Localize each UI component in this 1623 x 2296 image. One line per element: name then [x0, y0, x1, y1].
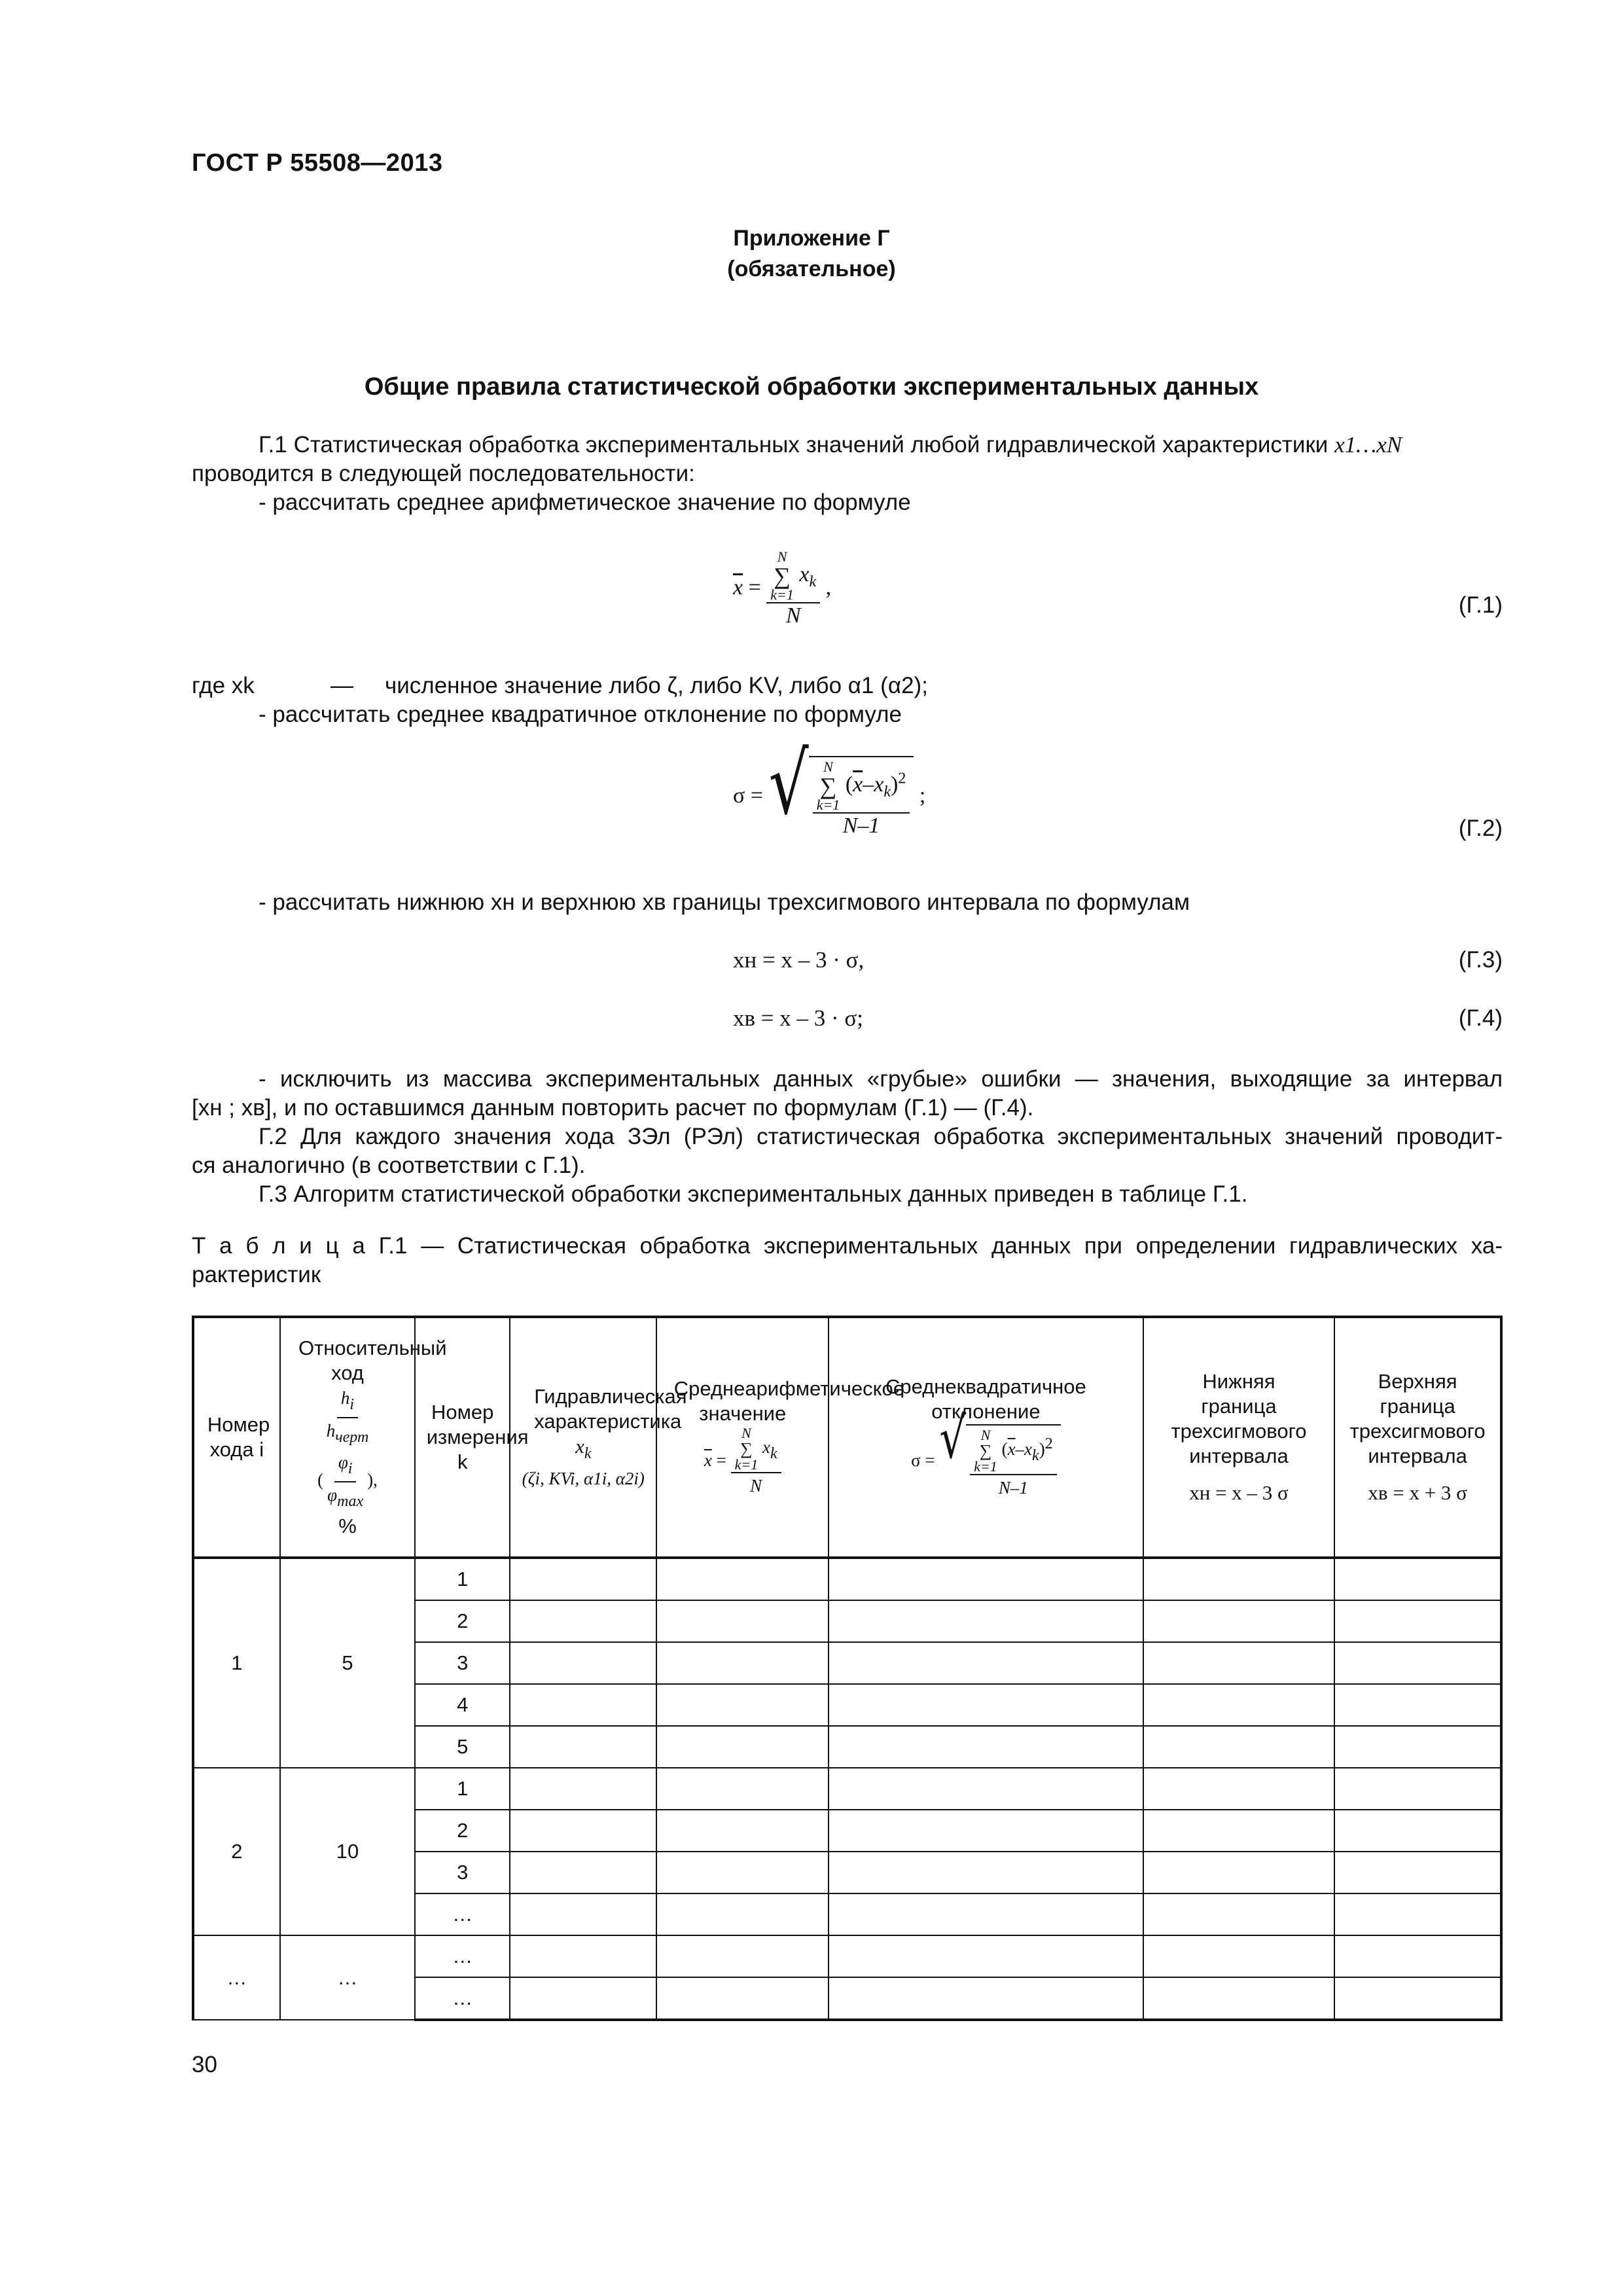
step-3: - рассчитать нижнюю xн и верхнюю xв границы трехсигмового интервала по формулам — [259, 889, 1190, 915]
header-upper-bound: Верхняя граница трехсигмового интервала xв = x + 3 σ — [1334, 1317, 1501, 1558]
formula-lower: xн = x – 3 · σ, — [733, 947, 865, 973]
paragraph-g1 — [259, 431, 1503, 459]
table-row — [193, 1935, 1501, 1977]
measurement-number-cell: 5 — [415, 1726, 510, 1768]
measurement-number-cell: 1 — [415, 1768, 510, 1810]
header-lower-bound: Нижняя граница трехсигмового интервала xн = x – 3 σ — [1143, 1317, 1335, 1558]
equation-number-g4: (Г.4) — [1458, 1005, 1503, 1031]
appendix-name: Приложение Г — [733, 226, 890, 251]
equation-number-g3: (Г.3) — [1458, 947, 1503, 973]
relative-stroke-cell: 5 — [280, 1558, 416, 1768]
appendix-status: (обязательное) — [727, 257, 896, 281]
page-title: Общие правила статистической обработки экспериментальных данных — [364, 373, 1259, 401]
measurement-number-cell: … — [415, 1935, 510, 1977]
step-4-line1: - исключить из массива экспериментальных данных «грубые» ошибки — значения, выходящие за интервал — [259, 1066, 1503, 1092]
header-std-deviation: Среднеквадратичное отклонение σ = √ N ∑ k=1 $(\overline{x}-x_k)^2$ N–1 — [829, 1317, 1143, 1558]
formula-upper: xв = x – 3 · σ; — [733, 1005, 864, 1031]
run-number-cell: 1 — [193, 1558, 280, 1768]
paragraph-g2-line1: Г.2 Для каждого значения хода ЗЭл (РЭл) статистическая обработка экспериментальных значений проводит- — [259, 1124, 1503, 1149]
table-body — [193, 1558, 1501, 2020]
measurement-number-cell: 2 — [415, 1810, 510, 1852]
measurement-number-cell: 1 — [415, 1558, 510, 1600]
measurement-number-cell: 4 — [415, 1684, 510, 1726]
g1-intro: Г.1 Статистическая обработка экспериментальных значений любой гидравлической характеристики — [259, 432, 1329, 457]
table-caption-line2: рактеристик — [192, 1262, 321, 1287]
relative-stroke-cell: … — [280, 1935, 416, 2020]
header-run-number: Номер хода i — [193, 1317, 280, 1558]
header-mean-value: Среднеарифметическое значение $\overline{x}$ = N ∑ k=1 $x_k$ N — [656, 1317, 829, 1558]
equation-number-g1: (Г.1) — [1458, 592, 1503, 618]
paragraph-g2-line2: ся аналогично (в соответствии с Г.1). — [192, 1153, 586, 1178]
page-number: 30 — [192, 2052, 217, 2077]
measurement-number-cell: … — [415, 1977, 510, 2020]
standard-header: ГОСТ Р 55508—2013 — [192, 149, 443, 177]
measurement-number-cell: 2 — [415, 1600, 510, 1642]
statistics-table — [192, 1316, 1503, 2021]
header-hydraulic-characteristic: Гидравлическая характеристика $x_k$ (ζi, KVi, α1i, α2i) — [510, 1317, 656, 1558]
table-caption — [192, 1232, 1503, 1289]
table-header-row — [193, 1317, 1501, 1558]
where-label: где xk — [192, 673, 255, 698]
paragraph-g3: Г.3 Алгоритм статистической обработки экспериментальных данных приведен в таблице Г.1. — [259, 1181, 1248, 1207]
run-number-cell: … — [193, 1935, 280, 2020]
g1-vars: x1…xN — [1334, 432, 1402, 457]
step-1: - рассчитать среднее арифметическое значение по формуле — [259, 490, 911, 515]
measurement-number-cell: … — [415, 1893, 510, 1935]
step-2: - рассчитать среднее квадратичное отклонение по формуле — [259, 702, 902, 727]
measurement-number-cell: 3 — [415, 1852, 510, 1893]
step-4-line2: [xн ; xв], и по оставшимся данным повторить расчет по формулам (Г.1) — (Г.4). — [192, 1095, 1034, 1121]
table-row — [193, 1768, 1501, 1810]
formula-mean: $\overline{x}$ = N ∑ k=1 $x_k$ N , — [733, 548, 832, 628]
measurement-number-cell: 3 — [415, 1642, 510, 1684]
header-measurement-number: Номер измерения k — [415, 1317, 510, 1558]
relative-stroke-cell: 10 — [280, 1768, 416, 1935]
equation-number-g2: (Г.2) — [1458, 816, 1503, 841]
where-dash: — — [330, 673, 353, 698]
header-relative-stroke: Относительный ход $\frac{h_i}{h_{черт}}$ ( $\frac{\varphi_i}{\varphi_{max}}$ ), % — [280, 1317, 416, 1558]
where-text: численное значение либо ζ, либо KV, либо α1 (α2); — [385, 673, 928, 698]
run-number-cell: 2 — [193, 1768, 280, 1935]
table-caption-line1: — Статистическая обработка экспериментальных данных при определении гидравлических ха- — [421, 1233, 1503, 1259]
table-row — [193, 1558, 1501, 1600]
table-caption-label: Т а б л и ц а Г.1 — [192, 1233, 408, 1259]
formula-sigma: σ = √ N ∑ k=1 $(\overline{x}-x_k)^2$ N–1 ; — [733, 734, 926, 838]
paragraph-g1-cont: проводится в следующей последовательности: — [192, 461, 695, 486]
